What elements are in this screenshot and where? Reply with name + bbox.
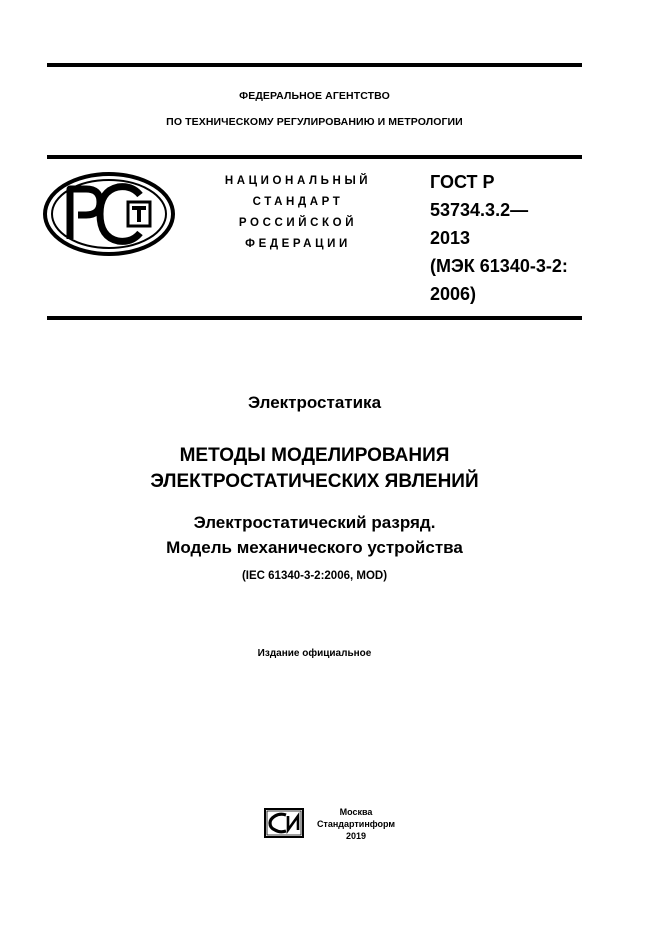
designation-line-1: ГОСТ Р bbox=[430, 172, 495, 192]
designation-line-3: 2013 bbox=[430, 228, 471, 248]
rst-emblem-icon bbox=[42, 171, 176, 257]
edition-label: Издание официальное bbox=[257, 648, 372, 659]
title-sub-line-2: Модель механического устройства bbox=[166, 538, 463, 557]
national-standard-line-2: СТАНДАРТ bbox=[252, 196, 344, 208]
iec-reference: (IEC 61340-3-2:2006, MOD) bbox=[241, 570, 388, 582]
publisher-name: Стандартинформ bbox=[316, 819, 396, 829]
title-main-line-1: МЕТОДЫ МОДЕЛИРОВАНИЯ bbox=[179, 445, 450, 466]
top-rule bbox=[47, 63, 582, 67]
title-main-line-2: ЭЛЕКТРОСТАТИЧЕСКИХ ЯВЛЕНИЙ bbox=[150, 471, 479, 492]
designation-line-4: (МЭК 61340-3-2: bbox=[430, 256, 568, 276]
national-standard-line-3: РОССИЙСКОЙ bbox=[238, 217, 358, 229]
standartinform-logo-icon bbox=[264, 808, 304, 838]
title-subtitle bbox=[47, 510, 582, 560]
agency-line-1: ФЕДЕРАЛЬНОЕ АГЕНТСТВО bbox=[239, 90, 390, 102]
standard-designation bbox=[430, 168, 590, 308]
agency-line-2: ПО ТЕХНИЧЕСКОМУ РЕГУЛИРОВАНИЮ И МЕТРОЛОГИИ bbox=[166, 116, 463, 128]
header-rule bbox=[47, 155, 582, 159]
title-group: Электростатика bbox=[247, 393, 382, 412]
designation-line-2: 53734.3.2— bbox=[430, 200, 529, 220]
national-standard-label bbox=[192, 171, 404, 255]
publisher-block bbox=[304, 806, 408, 842]
national-standard-line-4: ФЕДЕРАЦИИ bbox=[245, 238, 351, 250]
designation-rule bbox=[47, 316, 582, 320]
publisher-city: Москва bbox=[339, 807, 373, 817]
title-main bbox=[47, 443, 582, 495]
national-standard-line-1: НАЦИОНАЛЬНЫЙ bbox=[224, 175, 372, 187]
title-sub-line-1: Электростатический разряд. bbox=[193, 513, 436, 532]
designation-line-5: 2006) bbox=[430, 284, 477, 304]
publisher-year: 2019 bbox=[345, 831, 367, 841]
